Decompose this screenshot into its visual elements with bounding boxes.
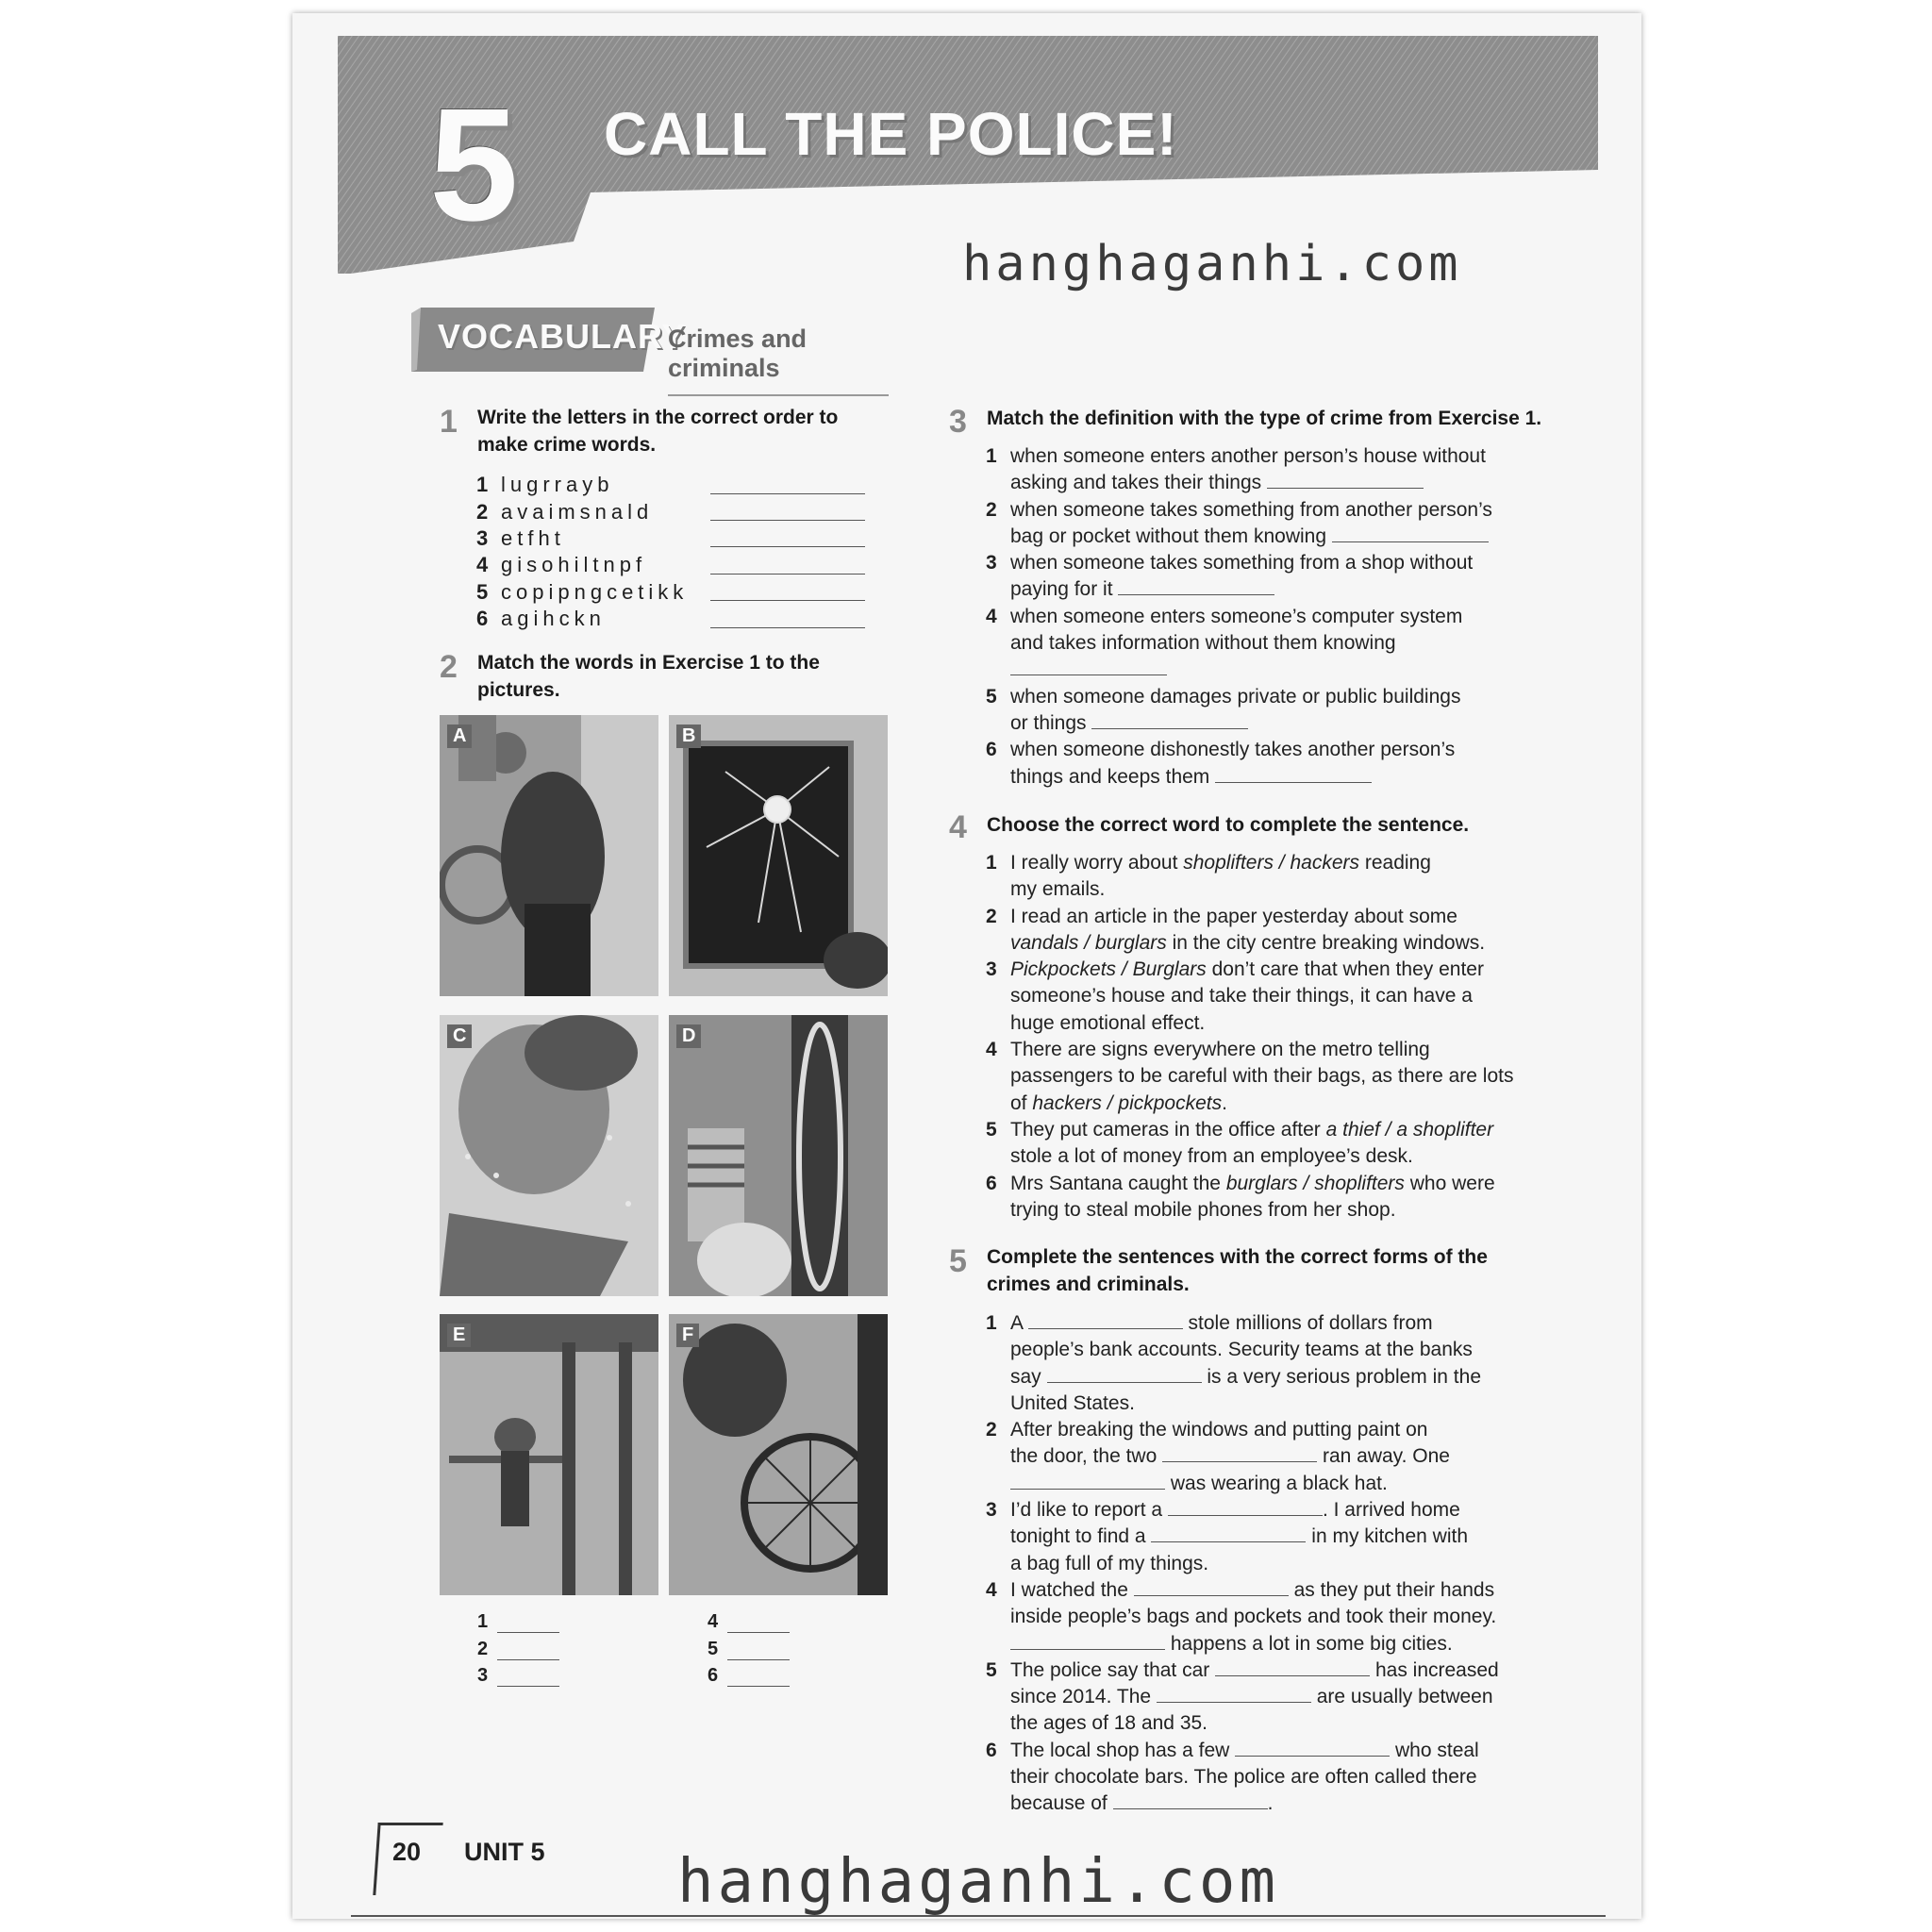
answer-blank[interactable] [710,476,865,494]
answer-blank[interactable] [1267,471,1424,489]
exercise-3-instruction: Match the definition with the type of crime from Exercise 1. [987,408,1542,429]
watermark-bottom: hanghaganhi.com [677,1847,1279,1917]
answer-blank[interactable] [710,557,865,575]
list-item: 4 gisohiltnpf [476,552,865,578]
list-item: 1 when someone enters another person’s house without asking and takes their things [986,445,1486,494]
list-item: 5 The police say that car has increased since 2014. The are usually between the ages of 18 and 35. [986,1658,1499,1735]
exercise-4-instruction: Choose the correct word to complete the sentence. [987,814,1470,836]
answer-blank[interactable] [710,503,865,521]
exercise-5-number: 5 [949,1243,967,1279]
picture-label: F [676,1324,699,1347]
picture-e [440,1314,658,1595]
exercise-2-number: 2 [440,649,458,685]
exercise-3-number: 3 [949,404,967,440]
list-item: 5 copipngcetikk [476,579,865,606]
list-item: 4 when someone enters someone’s computer system and takes information without them knowing [986,604,1552,684]
list-item: 2 avaimsnald [476,498,865,525]
list-item: 1 I really worry about shoplifters / hackers reading my emails. [986,852,1431,901]
photo-shoplifter [669,1015,888,1296]
answer-blank[interactable] [1091,711,1248,729]
picture-a [440,715,658,996]
answer-blank[interactable] [1215,1658,1370,1676]
answer-blank[interactable] [1010,1472,1165,1490]
answer-line-2[interactable]: 2 [477,1639,559,1660]
photo-laptop-hacker [440,1015,658,1296]
list-item: 4 I watched the as they put their hands inside people’s bags and pockets and took their money. happens a lot in some big cities. [986,1578,1497,1655]
answer-blank[interactable] [1168,1498,1323,1516]
answer-blank[interactable] [1235,1739,1390,1757]
unit-title: CALL THE POLICE! [604,100,1178,168]
picture-d [669,1015,888,1296]
exercise-1-instruction: Write the letters in the correct order to make crime words. [477,407,839,456]
answer-blank[interactable] [1332,525,1489,542]
answer-blank[interactable] [1113,1791,1268,1809]
answer-blank[interactable] [1151,1524,1306,1542]
list-item: 3 I’d like to report a . I arrived home tonight to find a in my kitchen with a bag full of my things. [986,1499,1469,1574]
exercise-5-list [986,1310,1552,1818]
photo-pickpocket-scene [440,715,658,996]
exercise-4-number: 4 [949,809,967,845]
photo-broken-window [669,715,888,996]
exercise-2-instruction: Match the words in Exercise 1 to the pictures. [477,652,820,701]
section-subtitle: Crimes and criminals [668,325,889,396]
list-item: 3 etfht [476,525,865,552]
picture-label: E [447,1324,471,1347]
picture-c [440,1015,658,1296]
picture-b [669,715,888,996]
bottom-rule [351,1915,1606,1917]
picture-f [669,1314,888,1595]
answer-blank[interactable] [1047,1365,1202,1383]
answer-blank[interactable] [1028,1311,1183,1329]
answer-blank[interactable] [1118,577,1274,595]
list-item: 3 when someone takes something from a shop without paying for it [986,552,1474,601]
list-item: 1 A stole millions of dollars from people’s bank accounts. Security teams at the banks say is a very serious problem in the United States. [986,1312,1482,1414]
list-item: 2 After breaking the windows and putting paint on the door, the two ran away. One was wearing a black hat. [986,1419,1450,1494]
answer-blank[interactable] [710,529,865,547]
list-item: 6 when someone dishonestly takes another person’s things and keeps them [986,739,1456,788]
exercise-5-instruction: Complete the sentences with the correct forms of the crimes and criminals. [987,1246,1488,1295]
section-label: VOCABULARY [438,317,686,356]
unit-number: 5 [429,75,519,255]
answer-blank[interactable] [710,583,865,601]
list-item: 1 lugrrayb [476,472,865,498]
list-item: 2 when someone takes something from another person’s bag or pocket without them knowing [986,498,1492,547]
exercise-4-list [986,850,1552,1224]
picture-label: B [676,724,701,748]
answer-blank[interactable] [710,610,865,628]
exercise-1-number: 1 [440,404,458,440]
list-item: 2 I read an article in the paper yesterday about some vandals / burglars in the city centre breaking windows. [986,905,1486,954]
picture-label: A [447,724,472,748]
answer-line-6[interactable]: 6 [708,1665,790,1687]
list-item: 6 The local shop has a few who steal their chocolate bars. The police are often called there because of . [986,1739,1479,1815]
list-item: 3 Pickpockets / Burglars don’t care that when they enter someone’s house and take their things, it can have a huge emotional effect. [986,958,1484,1034]
photo-burglar-door [440,1314,658,1595]
list-item: 4 There are signs everywhere on the metro telling passengers to be careful with their bags, as there are lots of hackers / pickpockets. [986,1039,1514,1114]
exercise-1-list [476,472,865,632]
answer-line-5[interactable]: 5 [708,1639,790,1660]
answer-blank[interactable] [1162,1444,1317,1462]
answer-blank[interactable] [1157,1685,1311,1703]
photo-bike-thief [669,1314,888,1595]
watermark-top: hanghaganhi.com [962,236,1462,292]
answer-line-1[interactable]: 1 [477,1611,559,1633]
list-item: 5 They put cameras in the office after a thief / a shoplifter stole a lot of money from an employee’s desk. [986,1118,1494,1168]
footer-unit-label: UNIT 5 [464,1838,545,1866]
exercise-3-list [986,443,1552,791]
picture-label: C [447,1024,472,1048]
answer-line-4[interactable]: 4 [708,1611,790,1633]
list-item: 6 agihckn [476,606,865,632]
list-item: 6 Mrs Santana caught the burglars / shoplifters who were trying to steal mobile phones from her shop. [986,1172,1495,1221]
answer-blank[interactable] [1010,658,1167,675]
answer-blank[interactable] [1010,1632,1165,1650]
list-item: 5 when someone damages private or public buildings or things [986,685,1461,734]
picture-label: D [676,1024,701,1048]
answer-line-3[interactable]: 3 [477,1665,559,1687]
page-number: 20 [392,1838,422,1866]
answer-blank[interactable] [1134,1578,1289,1596]
answer-blank[interactable] [1215,765,1372,783]
